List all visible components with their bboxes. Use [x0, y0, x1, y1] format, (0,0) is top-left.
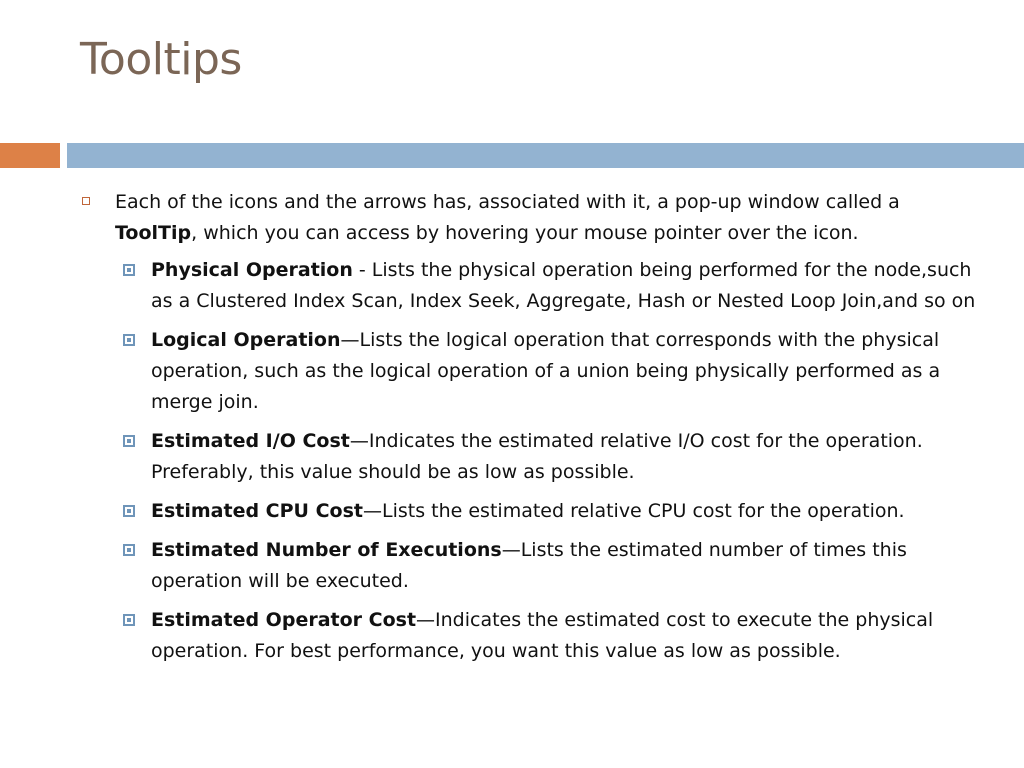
- item-text: —Indicates the estimated relative I/O cost for the operation. Preferably, this value should be as low as possible.: [151, 430, 923, 483]
- sub-bullet-item: [80, 535, 980, 597]
- item-term: Physical Operation: [151, 259, 353, 281]
- item-text: —Lists the estimated number of times this operation will be executed.: [151, 539, 907, 592]
- intro-text-pre: Each of the icons and the arrows has, associated with it, a pop-up window called a: [115, 191, 900, 213]
- slide-title: Tooltips: [80, 34, 242, 85]
- intro-term: ToolTip: [115, 222, 192, 244]
- item-text: —Lists the estimated relative CPU cost for the operation.: [363, 500, 905, 522]
- square-bullet-icon: [82, 197, 90, 205]
- slide-content: [80, 187, 980, 675]
- accent-bar-blue: [67, 143, 1024, 168]
- item-term: Estimated I/O Cost: [151, 430, 350, 452]
- item-term: Logical Operation: [151, 329, 341, 351]
- sub-bullet-item: [80, 325, 980, 418]
- intro-text-post: , which you can access by hovering your mouse pointer over the icon.: [191, 222, 859, 244]
- item-text: —Indicates the estimated cost to execute the physical operation. For best performance, you want this value as low as possible.: [151, 609, 934, 662]
- square-bullet-icon: [123, 544, 135, 556]
- bullet-intro: [80, 187, 980, 249]
- item-text: - Lists the physical operation being performed for the node,such as a Clustered Index Scan, Index Seek, Aggregate, Hash or Nested Loop Join,and so on: [151, 259, 976, 312]
- square-bullet-icon: [123, 334, 135, 346]
- sub-bullet-item: [80, 426, 980, 488]
- sub-bullet-item: [80, 255, 980, 317]
- square-bullet-icon: [123, 505, 135, 517]
- item-term: Estimated CPU Cost: [151, 500, 363, 522]
- square-bullet-icon: [123, 614, 135, 626]
- item-term: Estimated Number of Executions: [151, 539, 502, 561]
- sub-bullet-item: [80, 496, 980, 527]
- square-bullet-icon: [123, 264, 135, 276]
- square-bullet-icon: [123, 435, 135, 447]
- item-text: —Lists the logical operation that corresponds with the physical operation, such as the logical operation of a union being physically performed as a merge join.: [151, 329, 941, 413]
- item-term: Estimated Operator Cost: [151, 609, 417, 631]
- accent-bar-orange: [0, 143, 60, 168]
- sub-bullet-item: [80, 605, 980, 667]
